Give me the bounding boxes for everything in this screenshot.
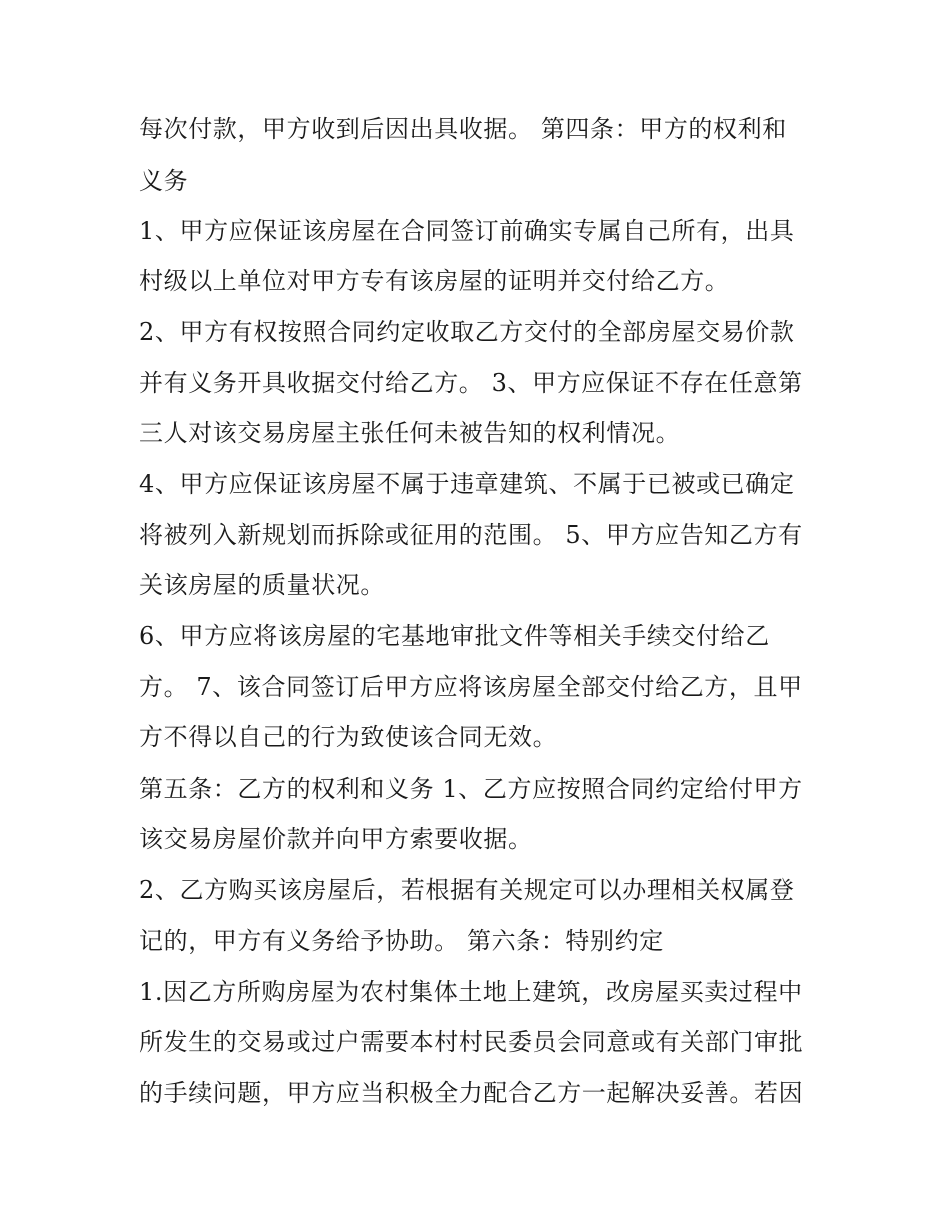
text-line: 2、甲方有权按照合同约定收取乙方交付的全部房屋交易价款	[139, 318, 795, 346]
text-line: 方不得以自己的行为致使该合同无效。	[139, 723, 558, 751]
text-line: 关该房屋的质量状况。	[139, 571, 385, 599]
text-line: 1、甲方应保证该房屋在合同签订前确实专属自己所有，出具	[139, 217, 795, 245]
text-line: 将被列入新规划而拆除或征用的范围。 5、甲方应告知乙方有	[139, 521, 803, 549]
text-line: 该交易房屋价款并向甲方索要收据。	[139, 825, 533, 853]
text-line: 村级以上单位对甲方专有该房屋的证明并交付给乙方。	[139, 267, 730, 295]
text-line: 义务	[139, 167, 189, 195]
text-line: 所发生的交易或过户需要本村村民委员会同意或有关部门审批	[139, 1028, 804, 1056]
text-line: 三人对该交易房屋主张任何未被告知的权利情况。	[139, 419, 681, 447]
text-line: 的手续问题，甲方应当积极全力配合乙方一起解决妥善。若因	[139, 1079, 804, 1107]
text-line: 方。 7、该合同签订后甲方应将该房屋全部交付给乙方，且甲	[139, 673, 803, 701]
text-line: 第五条：乙方的权利和义务 1、乙方应按照合同约定给付甲方	[139, 775, 803, 803]
text-line: 6、甲方应将该房屋的宅基地审批文件等相关手续交付给乙	[139, 622, 770, 650]
text-line: 4、甲方应保证该房屋不属于违章建筑、不属于已被或已确定	[139, 470, 795, 498]
text-line: 2、乙方购买该房屋后，若根据有关规定可以办理相关权属登	[139, 876, 795, 904]
text-line: 并有义务开具收据交付给乙方。 3、甲方应保证不存在任意第	[139, 369, 803, 397]
text-line: 记的，甲方有义务给予协助。 第六条：特别约定	[139, 927, 664, 955]
text-line: 1.因乙方所购房屋为农村集体土地上建筑，改房屋买卖过程中	[139, 978, 803, 1006]
text-line: 每次付款，甲方收到后因出具收据。 第四条：甲方的权利和	[139, 115, 787, 143]
